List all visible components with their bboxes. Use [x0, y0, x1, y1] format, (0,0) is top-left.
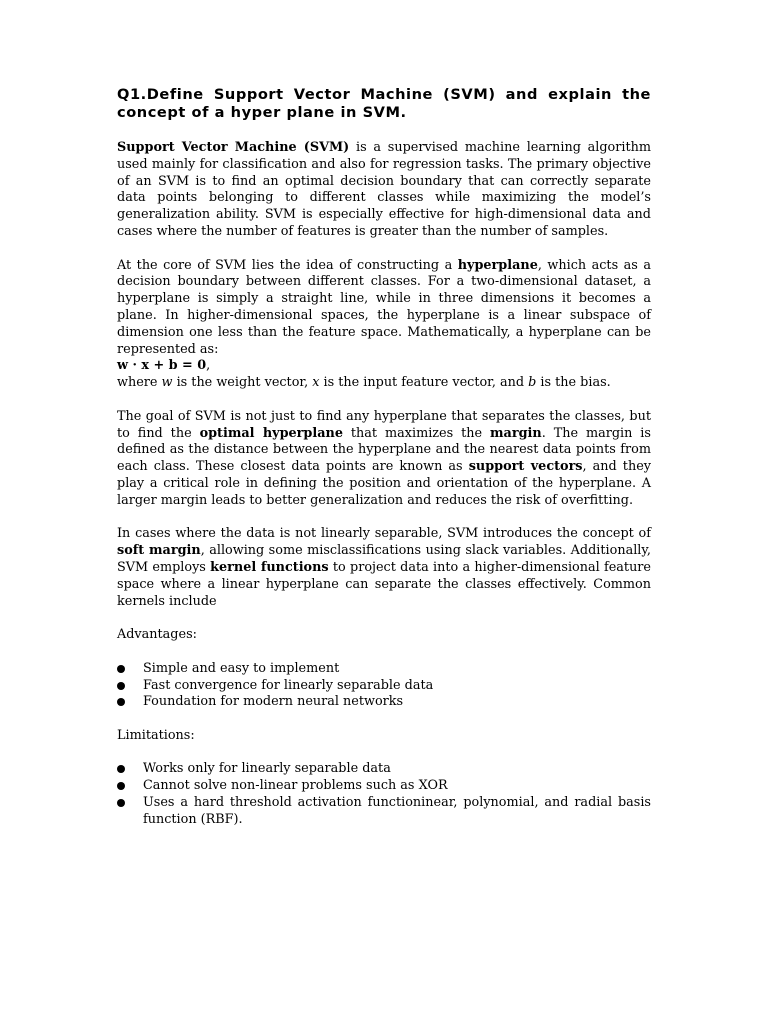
paragraph-text: . The margin is defined as the distance between the hyperplane and the nearest data points from each class. These closest data points are known as — [117, 425, 651, 475]
bullet-icon — [117, 765, 125, 773]
list-item — [117, 694, 651, 711]
question-heading: Q1.Define Support Vector Machine (SVM) and explain the concept of a hyper plane in SVM. — [117, 86, 651, 121]
paragraph-text: is the weight vector, — [172, 375, 313, 391]
term-hyperplane: hyperplane — [457, 257, 538, 273]
variable-b: b — [528, 375, 537, 391]
bullet-icon — [117, 665, 125, 673]
limitations-list — [117, 761, 651, 828]
hyperplane-equation: w · x + b = 0 — [117, 358, 207, 374]
paragraph-text: to project data into a higher-dimensional feature space where a linear hyperplane can separate the classes effectively. Common kernels include — [117, 559, 652, 609]
list-item-text: Fast convergence for linearly separable data — [143, 677, 434, 693]
variable-w: w — [161, 375, 173, 391]
list-item-text: Works only for linearly separable data — [143, 761, 391, 777]
paragraph-text: The goal of SVM is not just to find any hyperplane that separates the classes, but to find the — [117, 408, 651, 441]
bullet-icon — [117, 799, 125, 807]
spacer — [117, 392, 651, 409]
bullet-icon — [117, 782, 125, 790]
term-margin: margin — [490, 425, 542, 441]
term-soft-margin: soft margin — [117, 543, 201, 559]
spacer — [117, 711, 651, 728]
paragraph-text: , and they play a critical role in defining the position and orientation of the hyperplane. A larger margin leads to better generalization and reduces the risk of overfitting. — [117, 459, 651, 508]
paragraph-text: , which acts as a decision boundary between different classes. For a two-dimensional dataset, a hyperplane is simply a straight line, while in three dimensions it becomes a plane. In higher-dimensional spaces, the hyperplane is a linear subspace of dimension one less than the feature space. Mathematically, a hyperplane can be represented as: — [117, 257, 651, 357]
list-item-text: Uses a hard threshold activation functioninear, polynomial, and radial basis function (RBF). — [143, 795, 651, 827]
paragraph-text: is the input feature vector, and — [319, 375, 529, 391]
paragraph-margin — [117, 409, 651, 510]
spacer — [117, 745, 651, 762]
variable-x: x — [312, 375, 320, 391]
term-svm: Support Vector Machine (SVM) — [117, 140, 350, 155]
spacer — [117, 610, 651, 627]
list-item — [117, 795, 651, 829]
term-support-vectors: support vectors — [468, 459, 583, 475]
paragraph-text: is the bias. — [536, 375, 611, 391]
limitations-heading: Limitations: — [117, 727, 195, 743]
paragraph-text: where — [117, 375, 162, 391]
list-item-text: Foundation for modern neural networks — [143, 694, 404, 710]
list-item — [117, 678, 651, 695]
paragraph-text: , allowing some misclassifications using slack variables. Additionally, SVM employs — [117, 543, 651, 575]
paragraph-text: that maximizes the — [342, 425, 490, 441]
list-item — [117, 778, 651, 795]
spacer — [117, 510, 651, 527]
bullet-icon — [117, 682, 125, 690]
equation-punctuation: , — [206, 358, 211, 374]
spacer — [117, 644, 651, 661]
paragraph-soft-margin — [117, 526, 651, 610]
spacer — [117, 241, 651, 258]
advantages-list — [117, 661, 651, 711]
paragraph-text: In cases where the data is not linearly separable, SVM introduces the concept of — [117, 526, 651, 542]
advantages-heading: Advantages: — [117, 627, 197, 643]
list-item — [117, 761, 651, 778]
list-item — [117, 661, 651, 678]
paragraph-text: At the core of SVM lies the idea of constructing a — [117, 257, 458, 273]
bullet-icon — [117, 698, 125, 706]
term-optimal-hyperplane: optimal hyperplane — [199, 425, 343, 441]
list-item-text: Cannot solve non-linear problems such as XOR — [143, 778, 448, 794]
paragraph-svm-definition — [117, 140, 651, 241]
term-kernel-functions: kernel functions — [210, 559, 329, 575]
list-item-text: Simple and easy to implement — [143, 660, 340, 676]
paragraph-text: is a supervised machine learning algorithm used mainly for classification and also for regression tasks. The primary objective of an SVM is to find an optimal decision boundary that can correctly separate data points belonging to different classes while maximizing the model’s generalization ability. SVM is especially effective for high-dimensional data and cases where the number of features is greater than the number of samples. — [117, 140, 651, 239]
paragraph-hyperplane — [117, 258, 651, 392]
